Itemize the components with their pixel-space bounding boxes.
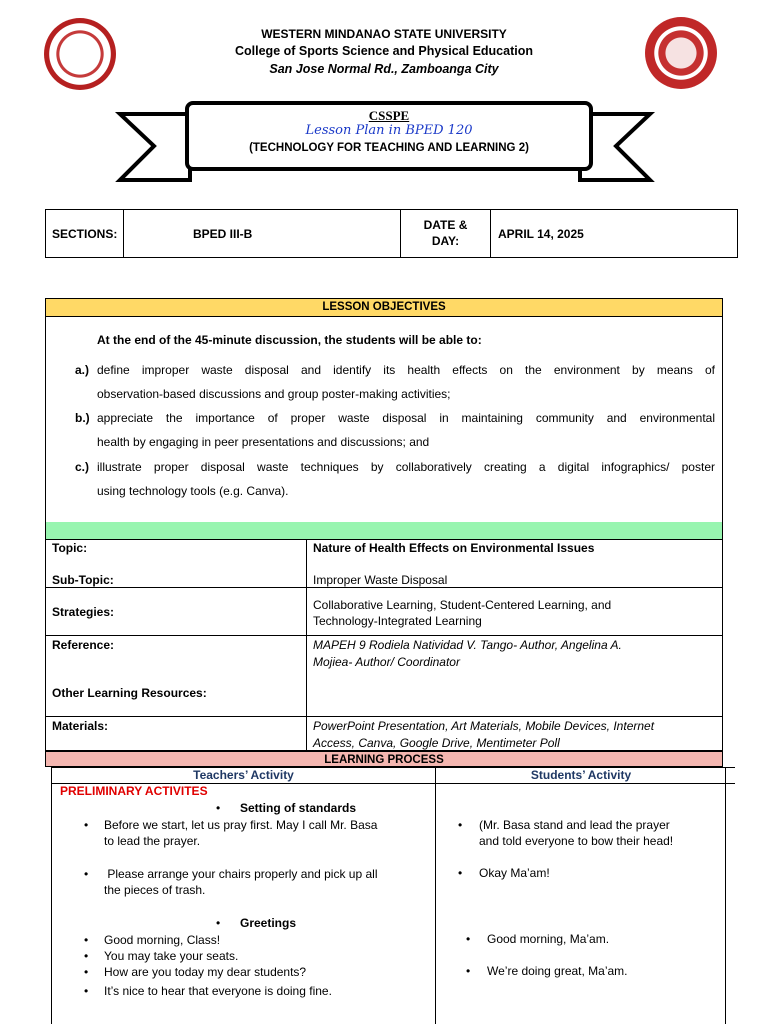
preliminary-activities-title: PRELIMINARY ACTIVITES bbox=[60, 784, 208, 798]
bullet: • bbox=[458, 866, 463, 880]
banner-subtitle: Lesson Plan in BPED 120 bbox=[305, 123, 473, 138]
bullet: • bbox=[84, 965, 89, 979]
objective-c-line2: using technology tools (e.g. Canva). bbox=[97, 484, 289, 498]
strategies-value-line1: Collaborative Learning, Student-Centered Learning, and bbox=[313, 598, 612, 612]
greetings-title: Greetings bbox=[240, 916, 297, 930]
bullet: • bbox=[466, 932, 471, 946]
materials-label: Materials: bbox=[52, 719, 109, 733]
student-greet-1: Good morning, Ma’am. bbox=[487, 932, 610, 946]
subtopic-value: Improper Waste Disposal bbox=[313, 573, 448, 587]
college-address: San Jose Normal Rd., Zamboanga City bbox=[269, 62, 499, 76]
teacher-greet-1: Good morning, Class! bbox=[104, 933, 221, 947]
subtopic-label: Sub-Topic: bbox=[52, 573, 114, 587]
bullet: • bbox=[84, 949, 89, 963]
objective-a-line1: define improper waste disposal and identify its health effects on the environment by means of bbox=[97, 363, 715, 377]
objectives-intro: At the end of the 45-minute discussion, the students will be able to: bbox=[97, 333, 482, 347]
student-prayer-line2: and told everyone to bow their head! bbox=[479, 834, 674, 848]
student-greet-2: We’re doing great, Ma’am. bbox=[487, 964, 628, 978]
bullet: • bbox=[84, 818, 89, 832]
objective-b-marker: b.) bbox=[75, 411, 90, 425]
teacher-greet-2: You may take your seats. bbox=[104, 949, 239, 963]
reference-label: Reference: bbox=[52, 638, 115, 652]
bullet: • bbox=[84, 933, 89, 947]
student-prayer-line1: (Mr. Basa stand and lead the prayer bbox=[479, 818, 670, 832]
materials-value-line1: PowerPoint Presentation, Art Materials, Mobile Devices, Internet bbox=[313, 719, 655, 733]
bullet: • bbox=[216, 801, 221, 815]
bullet: • bbox=[458, 818, 463, 832]
objective-c-line1: illustrate proper disposal waste techniques by collaboratively creating a digital infographics/ poster bbox=[97, 460, 715, 474]
learning-process-header: LEARNING PROCESS bbox=[45, 751, 723, 767]
materials-value-line2: Access, Canva, Google Drive, Mentimeter Poll bbox=[313, 736, 560, 750]
strategies-value-line2: Technology-Integrated Learning bbox=[313, 614, 482, 628]
banner-course: (TECHNOLOGY FOR TEACHING AND LEARNING 2) bbox=[249, 142, 529, 154]
university-name: WESTERN MINDANAO STATE UNIVERSITY bbox=[261, 27, 507, 41]
reference-value-line1: MAPEH 9 Rodiela Natividad V. Tango- Author, Angelina A. bbox=[313, 638, 622, 652]
objective-a-marker: a.) bbox=[75, 363, 90, 377]
sections-value: BPED III-B bbox=[193, 227, 253, 241]
teacher-chairs-line1: Please arrange your chairs properly and pick up all bbox=[104, 867, 378, 881]
banner-title: CSSPE bbox=[368, 108, 410, 123]
college-name: College of Sports Science and Physical Education bbox=[235, 44, 533, 58]
strategies-label: Strategies: bbox=[52, 605, 115, 619]
bullet: • bbox=[466, 964, 471, 978]
sections-label: SECTIONS: bbox=[52, 227, 118, 241]
date-label-line2: DAY: bbox=[431, 234, 460, 248]
student-okay: Okay Ma’am! bbox=[479, 866, 550, 880]
date-value: APRIL 14, 2025 bbox=[498, 227, 584, 241]
teacher-prayer-line2: to lead the prayer. bbox=[104, 834, 201, 848]
teacher-chairs-line2: the pieces of trash. bbox=[104, 883, 206, 897]
date-label-line1: DATE & bbox=[423, 218, 468, 232]
topic-label: Topic: bbox=[52, 541, 88, 555]
reference-value-line2: Mojiea- Author/ Coordinator bbox=[313, 655, 460, 669]
other-resources-label: Other Learning Resources: bbox=[52, 686, 207, 700]
topic-value: Nature of Health Effects on Environmental Issues bbox=[313, 541, 595, 555]
section-divider-strip bbox=[46, 522, 722, 539]
info-table bbox=[45, 209, 738, 258]
students-activity-header: Students’ Activity bbox=[530, 768, 632, 782]
objective-b-line1: appreciate the importance of proper waste disposal in maintaining community and environmental bbox=[97, 411, 715, 425]
setting-standards-title: Setting of standards bbox=[240, 801, 357, 815]
teacher-prayer-line1: Before we start, let us pray first. May I call Mr. Basa bbox=[104, 818, 378, 832]
teachers-activity-header: Teachers’ Activity bbox=[193, 768, 294, 782]
bullet: • bbox=[216, 916, 221, 930]
teacher-greet-4: It’s nice to hear that everyone is doing fine. bbox=[104, 984, 332, 998]
bullet: • bbox=[84, 867, 89, 881]
teacher-greet-3: How are you today my dear students? bbox=[104, 965, 307, 979]
objective-c-marker: c.) bbox=[75, 460, 90, 474]
objectives-header: LESSON OBJECTIVES bbox=[46, 299, 722, 317]
objective-b-line2: health by engaging in peer presentations and discussions; and bbox=[97, 435, 430, 449]
bullet: • bbox=[84, 984, 89, 998]
objective-a-line2: observation-based discussions and group poster-making activities; bbox=[97, 387, 451, 401]
